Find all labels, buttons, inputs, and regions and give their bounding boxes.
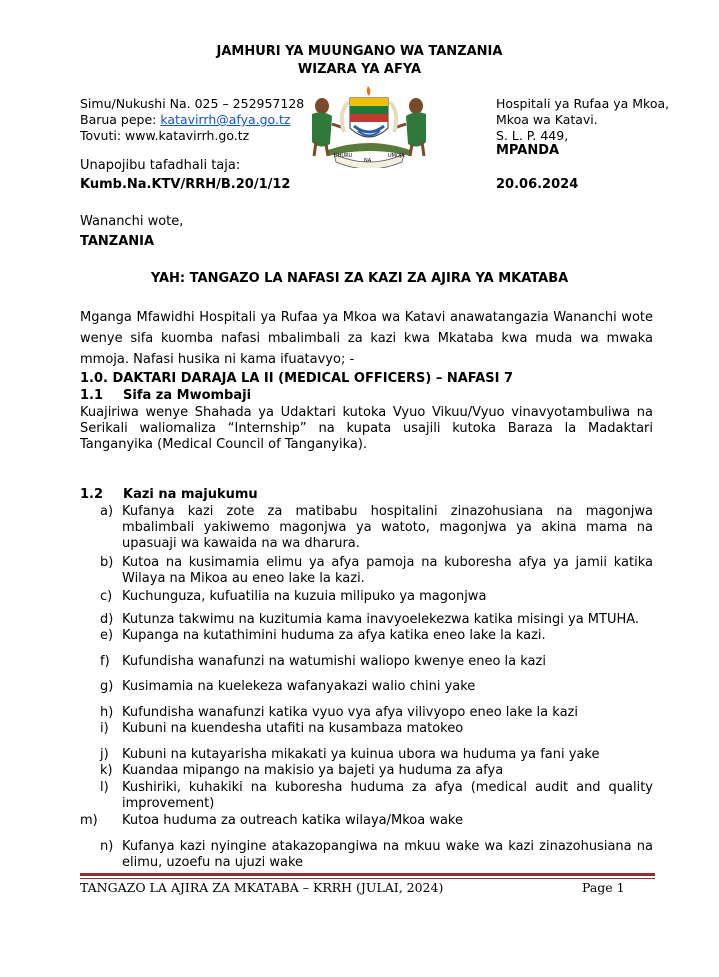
motto-right: UMOJA xyxy=(388,153,405,159)
footer-divider xyxy=(80,873,655,876)
footer-divider-thin xyxy=(80,878,655,879)
header-title-ministry: WIZARA YA AFYA xyxy=(297,62,422,77)
list-item: n) Kufanya kazi nyingine atakazopangiwa na mkuu wake wa kazi zinazohusiana na elimu, uzoefu na ujuzi wake xyxy=(100,839,653,870)
section-title: 1.0. DAKTARI DARAJA LA II (MEDICAL OFFICERS) – NAFASI 7 xyxy=(80,371,514,386)
subsection-1-title: Sifa za Mwombaji xyxy=(123,388,252,403)
list-item: k) Kuandaa mipango na makisio ya bajeti ya huduma za afya xyxy=(100,763,504,778)
list-item: d) Kutunza takwimu na kuzitumia kama inavyoelekezwa katika misingi ya MTUHA. xyxy=(100,612,640,627)
page-number: Page 1 xyxy=(582,880,625,895)
subject-heading: YAH: TANGAZO LA NAFASI ZA KAZI ZA AJIRA YA MKATABA xyxy=(150,271,569,286)
list-item: h) Kufundisha wanafunzi katika vyuo vya afya vilivyopo eneo lake la kazi xyxy=(100,705,578,720)
subsection-1-number: 1.1 xyxy=(80,388,104,403)
reference-prompt: Unapojibu tafadhali taja: xyxy=(80,158,241,173)
region-name: Mkoa wa Katavi. xyxy=(496,112,598,127)
footer-title: TANGAZO LA AJIRA ZA MKATABA – KRRH (JULAI, 2024) xyxy=(80,880,444,895)
phone-number: Simu/Nukushi Na. 025 – 252957128 xyxy=(80,96,305,111)
letter-date: 20.06.2024 xyxy=(496,177,579,192)
intro-paragraph: Mganga Mfawidhi Hospitali ya Rufaa ya Mkoa wa Katavi anawatangazia Wananchi wote wenye sifa kuomba nafasi mbalimbali za kazi kwa Mkataba kwa muda wa mwaka mmoja. Nafasi husika ni kama ifuatavyo; - xyxy=(80,310,653,367)
website-line: Tovuti: www.katavirrh.go.tz xyxy=(80,128,250,143)
coat-of-arms-icon xyxy=(298,84,440,168)
subsection-2-number: 1.2 xyxy=(80,487,104,502)
motto-left: UHURU xyxy=(334,153,353,159)
subsection-2-title: Kazi na majukumu xyxy=(123,487,258,502)
list-item: f) Kufundisha wanafunzi na watumishi waliopo kwenye eneo la kazi xyxy=(100,654,546,669)
list-item: m) Kutoa huduma za outreach katika wilaya/Mkoa wake xyxy=(80,813,463,828)
reference-number: Kumb.Na.KTV/RRH/B.20/1/12 xyxy=(80,177,291,192)
subsection-1-text: Kuajiriwa wenye Shahada ya Udaktari kutoka Vyuo Vikuu/Vyuo vinavyotambuliwa na Serikali waliomaliza “Internship” na kupata usajili kutoka Baraza la Madaktari Tanganyika (Medical Council of Tanganyika). xyxy=(80,405,653,452)
list-item: c) Kuchunguza, kufuatilia na kuzuia milipuko ya magonjwa xyxy=(100,589,487,604)
po-box: S. L. P. 449, xyxy=(496,128,569,143)
list-item: i) Kubuni na kuendesha utafiti na kusambaza matokeo xyxy=(100,721,464,736)
list-item: b) Kutoa na kusimamia elimu ya afya pamoja na kuboresha afya ya jamii katika Wilaya na Mikoa au eneo lake la kazi. xyxy=(100,555,653,586)
email-label: Barua pepe: xyxy=(80,112,161,127)
list-item: l) Kushiriki, kuhakiki na kuboresha huduma za afya (medical audit and quality improvement) xyxy=(100,780,653,811)
email-line xyxy=(80,112,290,128)
header-title-republic: JAMHURI YA MUUNGANO WA TANZANIA xyxy=(216,44,503,59)
list-item: e) Kupanga na kutathimini huduma za afya katika eneo lake la kazi. xyxy=(100,628,546,643)
motto-mid: NA xyxy=(364,158,372,164)
hospital-name: Hospitali ya Rufaa ya Mkoa, xyxy=(496,96,670,111)
list-item: a) Kufanya kazi zote za matibabu hospitalini zinazohusiana na magonjwa mbalimbali yakiwemo magonjwa ya watoto, magonjwa ya akina mama na upasuaji wa kawaida na wa dharura. xyxy=(100,504,653,551)
addressee-line2: TANZANIA xyxy=(80,234,155,249)
addressee-line1: Wananchi wote, xyxy=(80,214,184,229)
email-link[interactable]: katavirrh@afya.go.tz xyxy=(160,112,291,127)
list-item: j) Kubuni na kutayarisha mikakati ya kuinua ubora wa huduma ya fani yake xyxy=(100,747,600,762)
town-name: MPANDA xyxy=(496,143,560,158)
list-item: g) Kusimamia na kuelekeza wafanyakazi walio chini yake xyxy=(100,679,476,694)
